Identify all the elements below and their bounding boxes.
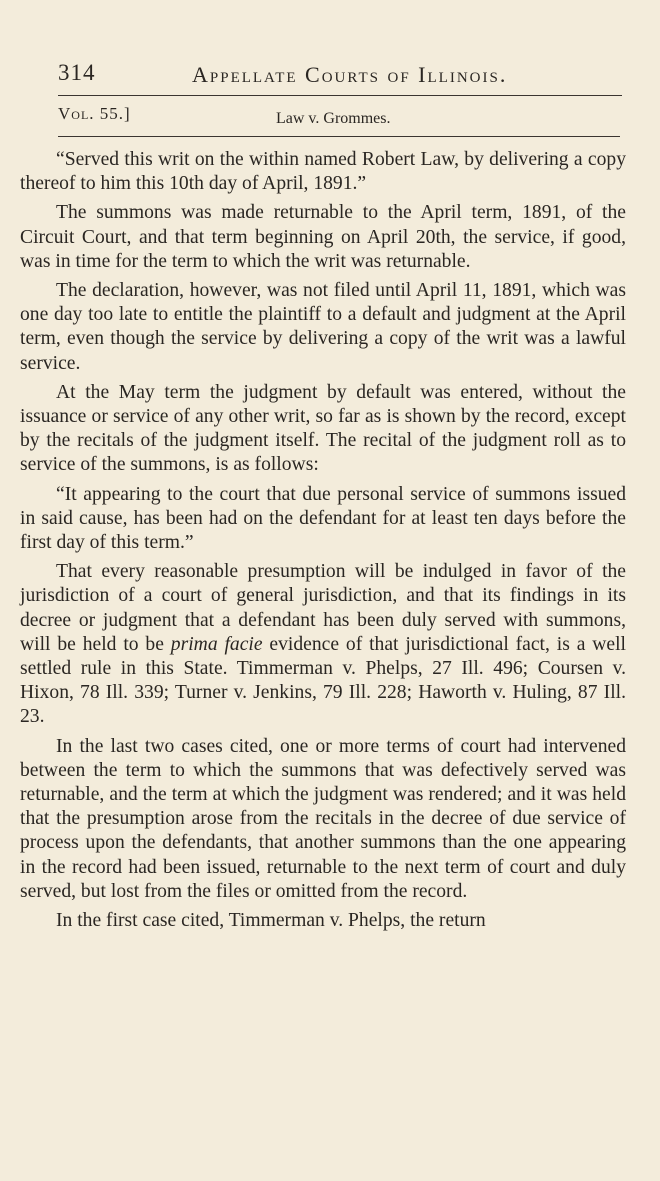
paragraph-may-term: At the May term the judgment by default was entered, without the issuance or service of any other writ, so far as is shown by the record, except by the recitals of the judgment itself. The recital of the judgment roll as to service of the summons, is as follows: <box>20 381 626 476</box>
paragraph-presumption <box>20 560 626 729</box>
paragraph-judgment-recital: “It appearing to the court that due personal service of summons issued in said cause, has been had on the defendant for at least ten days before the first day of this term.” <box>20 483 626 554</box>
sub-head <box>58 104 622 132</box>
paragraph-declaration: The declaration, however, was not filed until April 11, 1891, which was one day too late to entitle the plaintiff to a default and judgment at the April term, even though the service by delivering a copy of the writ was a lawful service. <box>20 280 626 374</box>
running-title: Appellate Courts of Illinois. <box>192 62 508 87</box>
body-text <box>20 148 626 938</box>
prima-facie-italic: prima facie <box>170 633 263 655</box>
paragraph-return-of-service: “Served this writ on the within named Robert Law, by delivering a copy thereof to him this 10th day of April, 1891.” <box>20 149 626 195</box>
header-rule-top <box>58 95 622 96</box>
presumption-text-before: That every reasonable presumption will be indulged in favor of the jurisdiction of a court of general jurisdiction, and that its findings in its decree or judgment that a defendant has been duly served with summons, will be held to be <box>20 561 626 655</box>
page-number: 314 <box>58 60 96 85</box>
paragraph-summons-returnable: The summons was made returnable to the April term, 1891, of the Circuit Court, and that term beginning on April 20th, the service, if good, was in time for the term to which the writ was returnable. <box>20 202 626 272</box>
presumption-text-after: evidence of that jurisdictional fact, is a well settled rule in this State. Timmerman v. Phelps, 27 Ill. 496; Coursen v. Hixon, 78 Ill. 339; Turner v. Jenkins, 79 Ill. 228; Haworth v. Huling, 87 Ill. 23. <box>20 633 626 728</box>
paragraph-last-two-cases: In the last two cases cited, one or more terms of court had intervened between the term to which the summons that was defectively served was returnable, and the term at which the judgment was rendered; and it was held that the presumption arose from the recitals in the decree of due service of process upon the defendants, that another summons than the one appearing in the record had been issued, returnable to the next term of court and duly served, but lost from the files or omitted from the record. <box>20 735 626 902</box>
header-rule-bottom <box>58 136 620 137</box>
case-name: Law v. Grommes. <box>276 110 391 127</box>
volume-label: Vol. 55.] <box>58 104 131 123</box>
paragraph-first-case: In the first case cited, Timmerman v. Phelps, the return <box>56 910 486 932</box>
running-head <box>20 58 622 94</box>
